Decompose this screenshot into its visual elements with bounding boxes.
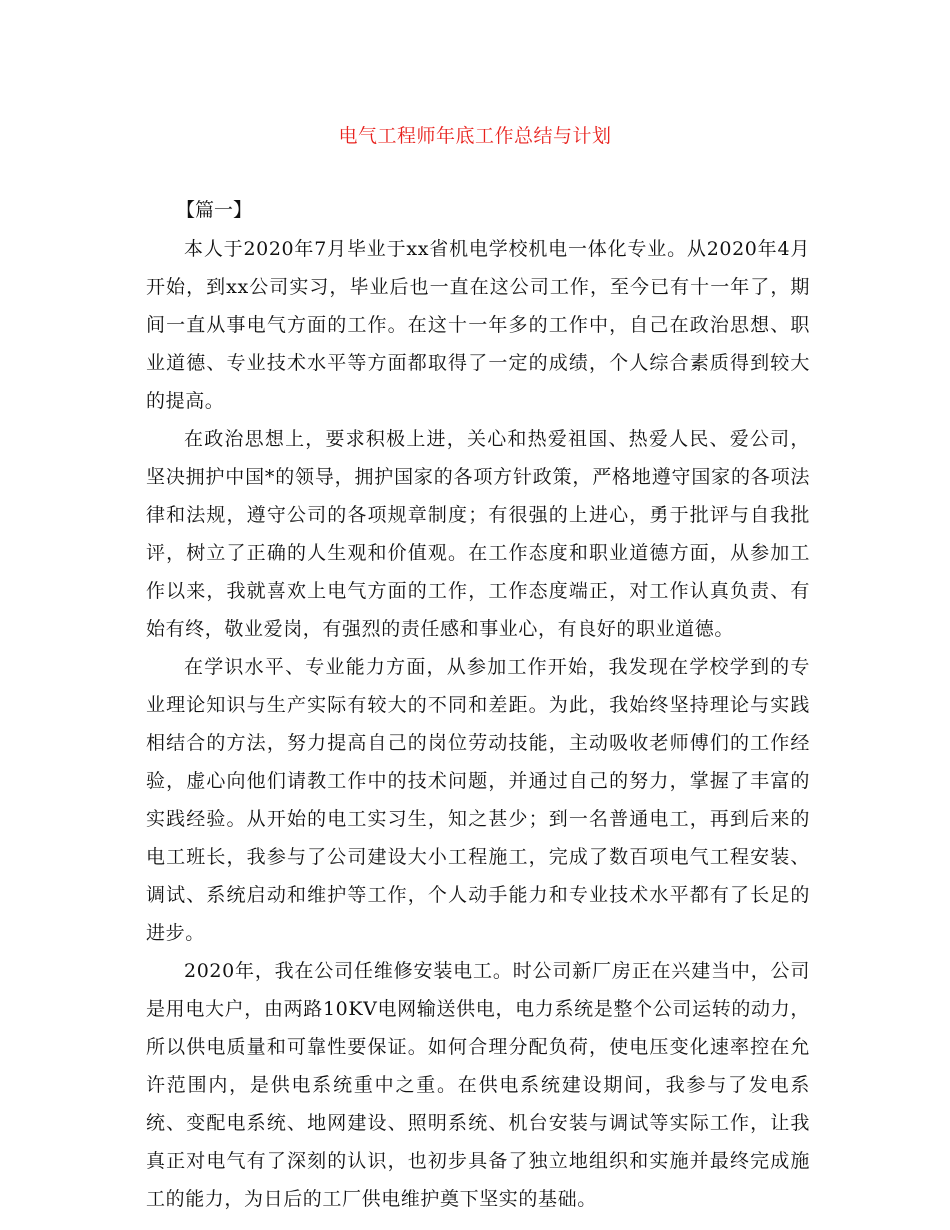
- document-title: 电气工程师年底工作总结与计划: [338, 125, 612, 147]
- paragraph: 在学识水平、专业能力方面，从参加工作开始，我发现在学校学到的专业理论知识与生产实际有较大的不同和差距。为此，我始终坚持理论与实践相结合的方法，努力提高自己的岗位劳动技能，主动吸收老师傅们的工作经验，虚心向他们请教工作中的技术问题，并通过自己的努力，掌握了丰富的实践经验。从开始的电工实习生，知之甚少；到一名普通电工，再到后来的电工班长，我参与了公司建设大小工程施工，完成了数百项电气工程安装、调试、系统启动和维护等工作，个人动手能力和专业技术水平都有了长足的进步。: [146, 656, 810, 944]
- paragraph: 2020年，我在公司任维修安装电工。时公司新厂房正在兴建当中，公司是用电大户，由两路10KV电网输送供电，电力系统是整个公司运转的动力，所以供电质量和可靠性要保证。如何合理分配负荷，使电压变化速率控在允许范围内，是供电系统重中之重。在供电系统建设期间，我参与了发电系统、变配电系统、地网建设、照明系统、机台安装与调试等实际工作，让我真正对电气有了深刻的认识，也初步具备了独立地组织和实施并最终完成施工的能力，为日后的工厂供电维护奠下坚实的基础。: [146, 960, 810, 1210]
- paragraph: 在政治思想上，要求积极上进，关心和热爱祖国、热爱人民、爱公司，坚决拥护中国*的领导，拥护国家的各项方针政策，严格地遵守国家的各项法律和法规，遵守公司的各项规章制度；有很强的上进心，勇于批评与自我批评，树立了正确的人生观和价值观。在工作态度和职业道德方面，从参加工作以来，我就喜欢上电气方面的工作，工作态度端正，对工作认真负责、有始有终，敬业爱岗，有强烈的责任感和事业心，有良好的职业道德。: [146, 428, 810, 640]
- section-label: 【篇一】: [176, 199, 253, 221]
- paragraph: 本人于2020年7月毕业于xx省机电学校机电一体化专业。从2020年4月开始，到xx公司实习，毕业后也一直在这公司工作，至今已有十一年了，期间一直从事电气方面的工作。在这十一年多的工作中，自己在政治思想、职业道德、专业技术水平等方面都取得了一定的成绩，个人综合素质得到较大的提高。: [146, 238, 810, 412]
- document-body: [146, 230, 810, 1218]
